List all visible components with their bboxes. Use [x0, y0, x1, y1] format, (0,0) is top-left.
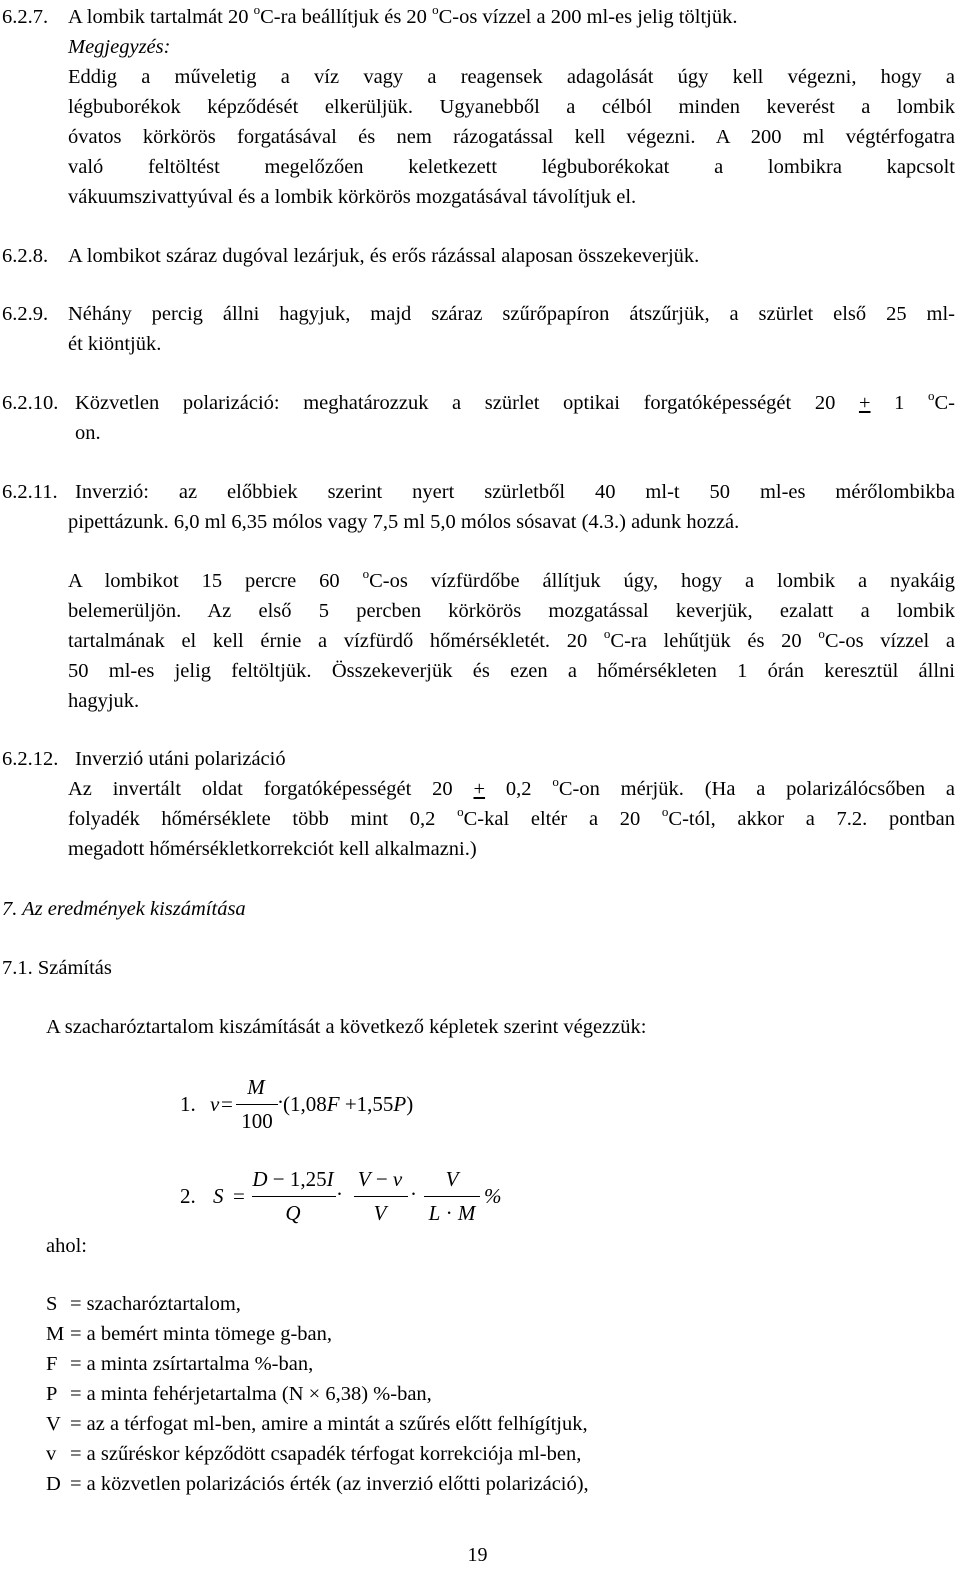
paragraph-line: tartalmának el kell érnie a vízfürdő hőmérsékletét. 20 $^o$C-ra lehűtjük és 20 $^o$C-os vízzel a: [68, 626, 955, 652]
formula-percent: %: [484, 1184, 502, 1208]
fraction-2-numerator: V − v: [357, 1167, 403, 1191]
section-body: [68, 2, 955, 212]
paragraph-line: on.: [75, 422, 101, 444]
note-title: Megjegyzés:: [68, 36, 171, 58]
formula-dot: ·: [336, 1182, 343, 1206]
intro-text: A szacharóztartalom kiszámítását a következő képletek szerint végezzük:: [46, 1016, 647, 1038]
formula-2: [0, 1162, 955, 1232]
paragraph-line: A lombik tartalmát 20 $^o$C-ra beállítjuk és 20 $^o$C-os vízzel a 200 ml-es jelig töltjük.: [68, 2, 738, 28]
formula-lhs: v: [210, 1092, 220, 1116]
paragraph-line: belemerüljön. Az első 5 percben körkörös mozgatással keverjük, ezalatt a lombik: [68, 600, 955, 622]
paragraph-line: pipettázunk. 6,0 ml 6,35 mólos vagy 7,5 ml 5,0 mólos sósavat (4.3.) adunk hozzá.: [68, 511, 740, 533]
fraction-1-numerator: D − 1,25I: [252, 1167, 334, 1191]
page-number: 19: [467, 1544, 488, 1566]
fraction-1-denominator: Q: [285, 1201, 301, 1225]
formula-eq: =: [221, 1092, 233, 1116]
formula-dot: ·: [277, 1090, 284, 1114]
section-title: Inverzió utáni polarizáció: [75, 748, 286, 770]
chapter-heading: 7. Az eredmények kiszámítása: [2, 898, 246, 920]
formula-1: [0, 1070, 955, 1140]
section-number: 6.2.12.: [2, 748, 59, 770]
formula-eq: =: [233, 1184, 245, 1208]
section-body: [75, 477, 955, 507]
fraction-3-denominator: L · M: [428, 1201, 476, 1225]
paragraph-line: ét kiöntjük.: [68, 333, 162, 355]
fraction-2-denominator: V: [373, 1201, 387, 1225]
paragraph-line: légbuborékok képződését elkerüljük. Ugyanebből a célból minden keverést a lombik: [68, 96, 955, 118]
ahol-label: ahol:: [46, 1235, 87, 1257]
section-number: 6.2.9.: [2, 303, 49, 325]
paragraph-line: A lombikot száraz dugóval lezárjuk, és erős rázással alaposan összekeverjük.: [68, 245, 700, 267]
definition-item: V = az a térfogat ml-ben, amire a mintát a szűrés előtt felhígítjuk,: [46, 1413, 588, 1435]
fraction-bar: [424, 1196, 480, 1197]
formula-label: 1.: [180, 1092, 196, 1116]
formula-dot: ·: [410, 1182, 417, 1206]
fraction-numerator: M: [247, 1075, 265, 1099]
definition-item: P = a minta fehérjetartalma (N × 6,38) %-ban,: [46, 1383, 432, 1405]
fraction-bar: [236, 1104, 278, 1105]
paragraph-line: Eddig a műveletig a víz vagy a reagensek adagolását úgy kell végezni, hogy a: [68, 66, 955, 88]
section-number: 6.2.7.: [2, 6, 49, 28]
paragraph-line: folyadék hőmérséklete több mint 0,2 $^o$C-kal eltér a 20 $^o$C-tól, akkor a 7.2. pontban: [68, 804, 956, 830]
section-title-wrap: [75, 744, 955, 774]
formula-label: 2.: [180, 1184, 196, 1208]
definition-item: S = szacharóztartalom,: [46, 1293, 241, 1315]
paragraph-line: 50 ml-es jelig feltöltjük. Összekeverjük és ezen a hőmérsékleten 1 órán keresztül állni: [68, 660, 955, 682]
paragraph-line: Az invertált oldat forgatóképességét 20 + 0,2 $^o$C-on mérjük. (Ha a polarizálócsőben a: [68, 774, 956, 800]
formula-rhs: (1,08F +1,55P): [283, 1092, 414, 1116]
section-body: [68, 774, 955, 864]
section-number: 6.2.8.: [2, 245, 49, 267]
fraction-denominator: 100: [241, 1109, 273, 1133]
definition-item: v = a szűréskor képződött csapadék térfogat korrekciója ml-ben,: [46, 1443, 582, 1465]
fraction-3-numerator: V: [445, 1167, 459, 1191]
definition-item: M = a bemért minta tömege g-ban,: [46, 1323, 333, 1345]
fraction-bar: [252, 1196, 336, 1197]
paragraph-line: megadott hőmérsékletkorrekciót kell alkalmazni.): [68, 838, 477, 860]
paragraph-line: Inverzió: az előbbiek szerint nyert szürletből 40 ml-t 50 ml-es mérőlombikba: [75, 481, 955, 503]
paragraph-line: vákuumszivattyúval és a lombik körkörös mozgatásával távolítjuk el.: [68, 186, 637, 208]
paragraph-line: Néhány percig állni hagyjuk, majd száraz szűrőpapíron átszűrjük, a szürlet első 25 ml-: [68, 303, 955, 325]
paragraph-line: óvatos körkörös forgatásával és nem rázogatással kell végezni. A 200 ml végtérfogatra: [68, 126, 955, 148]
section-body: [75, 388, 955, 448]
formula-lhs: S: [213, 1184, 224, 1208]
paragraph-line: hagyjuk.: [68, 690, 140, 712]
definition-item: F = a minta zsírtartalma %-ban,: [46, 1353, 314, 1375]
subsection-heading: 7.1. Számítás: [2, 957, 112, 979]
fraction-bar: [354, 1196, 408, 1197]
section-body: [68, 241, 955, 271]
section-number: 6.2.11.: [2, 481, 58, 503]
paragraph-line: Közvetlen polarizáció: meghatározzuk a szürlet optikai forgatóképességét 20 + 1 $^o$C-: [75, 388, 955, 414]
section-number: 6.2.10.: [2, 392, 59, 414]
paragraph-line: való feltöltést megelőzően keletkezett légbuborékokat a lombikra kapcsolt: [68, 156, 955, 178]
section-paragraph: [68, 566, 955, 716]
section-body-cont: [68, 507, 955, 537]
section-body: [68, 299, 955, 359]
definition-item: D = a közvetlen polarizációs érték (az inverzió előtti polarizáció),: [46, 1473, 589, 1495]
paragraph-line: A lombikot 15 percre 60 $^o$C-os vízfürdőbe állítjuk úgy, hogy a lombik a nyakáig: [68, 566, 955, 592]
